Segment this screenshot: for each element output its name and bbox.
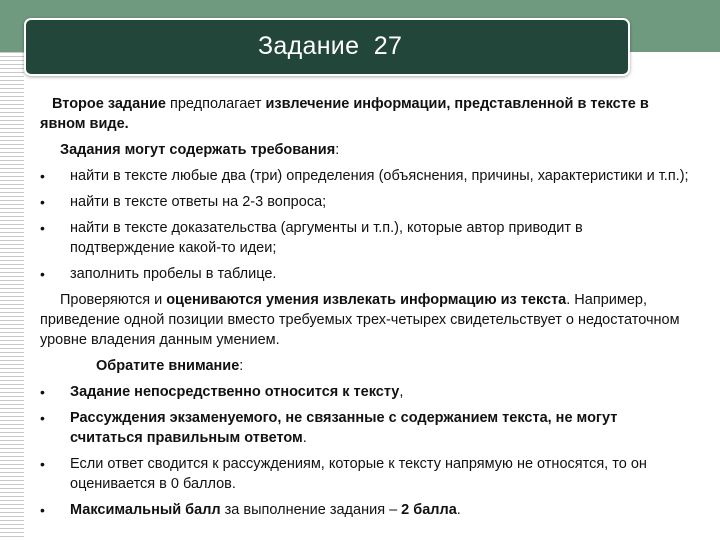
attention-colon: : bbox=[239, 358, 244, 374]
list-item-text: . bbox=[302, 430, 307, 446]
check-paragraph bbox=[40, 290, 690, 350]
attention-heading-text: Обратите внимание bbox=[96, 358, 240, 374]
bullet-icon: • bbox=[40, 220, 45, 236]
list-item-text: найти в тексте доказательства (аргументы и т.п.), которые автор приводит в подтверждение какой-то идеи; bbox=[70, 220, 583, 256]
check-text-2: . Например, приведение одной позиции вместо требуемых трех-четырех свидетельствует о недостаточном уровне владения данным умением. bbox=[40, 292, 680, 348]
list-item bbox=[40, 382, 690, 402]
max-score-value: 2 балла bbox=[401, 502, 457, 518]
bullet-icon: • bbox=[40, 384, 45, 400]
bullet-icon: • bbox=[40, 502, 45, 518]
list-item bbox=[40, 454, 690, 494]
list-item bbox=[40, 166, 690, 186]
intro-text-1: предполагает bbox=[165, 96, 266, 112]
decorative-stripes bbox=[0, 52, 24, 540]
slide-title: Задание 27 bbox=[258, 32, 403, 60]
intro-bold-1: Второе задание bbox=[52, 96, 166, 112]
requirements-heading bbox=[40, 140, 690, 160]
list-item bbox=[40, 500, 690, 520]
max-score-label: Максимальный балл bbox=[70, 502, 221, 518]
list-item-text: заполнить пробелы в таблице. bbox=[70, 266, 277, 282]
title-bar bbox=[24, 18, 630, 76]
list-item bbox=[40, 218, 690, 258]
list-item bbox=[40, 408, 690, 448]
list-item-text: найти в тексте любые два (три) определения (объяснения, причины, характеристики и т.п.); bbox=[70, 168, 689, 184]
list-item bbox=[40, 192, 690, 212]
check-text-1: Проверяются и bbox=[60, 292, 167, 308]
attention-heading bbox=[40, 356, 690, 376]
list-item-bold: Рассуждения экзаменуемого, не связанные с содержанием текста, не могут считаться правильным ответом bbox=[70, 410, 618, 446]
check-bold: оцениваются умения извлекать информацию из текста bbox=[166, 292, 567, 308]
intro-bold-2: извлечение информации, представленной в тексте в явном виде. bbox=[40, 96, 649, 132]
list-item-text: найти в тексте ответы на 2-3 вопроса; bbox=[70, 194, 327, 210]
list-item-bold: Задание непосредственно относится к тексту bbox=[70, 384, 400, 400]
bullet-icon: • bbox=[40, 410, 45, 426]
bullet-icon: • bbox=[40, 456, 45, 472]
bullet-icon: • bbox=[40, 168, 45, 184]
list-item-period: . bbox=[456, 502, 461, 518]
requirements-colon: : bbox=[335, 142, 340, 158]
slide-content bbox=[40, 94, 690, 526]
list-item-text: Если ответ сводится к рассуждениям, которые к тексту напрямую не относятся, то он оценивается в 0 баллов. bbox=[70, 456, 647, 492]
bullet-icon: • bbox=[40, 266, 45, 282]
intro-paragraph bbox=[40, 94, 690, 134]
requirements-heading-text: Задания могут содержать требования bbox=[60, 142, 336, 158]
bullet-icon: • bbox=[40, 194, 45, 210]
list-item bbox=[40, 264, 690, 284]
list-item-text: за выполнение задания – bbox=[220, 502, 402, 518]
list-item-text: , bbox=[399, 384, 404, 400]
